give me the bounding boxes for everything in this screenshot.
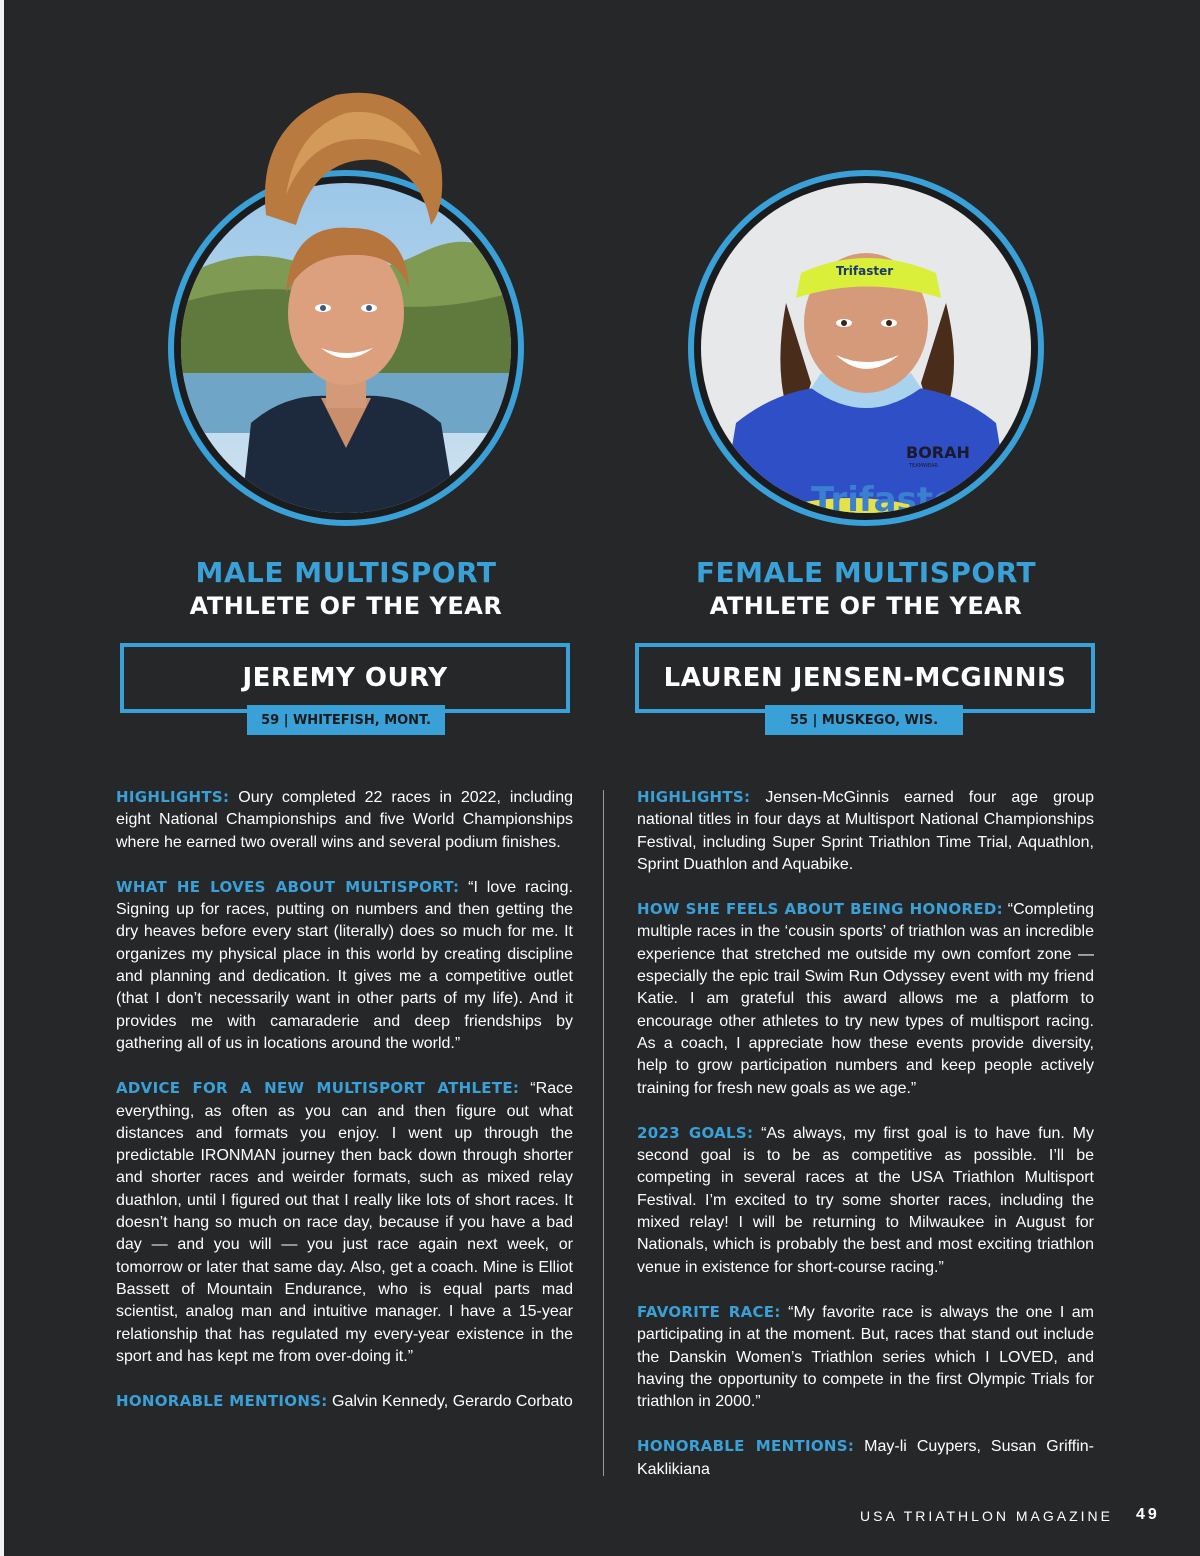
female-section-favorite xyxy=(637,1301,1094,1413)
female-label-favorite: FAVORITE RACE: xyxy=(637,1302,781,1321)
female-body-text xyxy=(637,786,1094,1503)
female-text-highlights: Jensen-McGinnis earned four age group national titles in four days at Multisport National Championships Festival, including Super Sprint Triathlon Time Trial, Aquathlon, Sprint Duathlon and Aquabike. xyxy=(637,789,1094,873)
female-athlete-column xyxy=(606,0,1126,1556)
magazine-name: USA TRIATHLON MAGAZINE xyxy=(860,1508,1113,1524)
male-athlete-column xyxy=(86,0,606,1556)
female-section-highlights xyxy=(637,786,1094,876)
male-text-advice: “Race everything, as often as you can and then figure out what distances and formats you enjoy. I went up through the predictable IRONMAN journey then back down through shorter and shorter races and weirder formats, such as mixed relay duathlon, until I figured out that I really like lots of short races. It doesn’t hang so much on race day, because if you have a bad day — and you will — you just race again next week, or tomorrow or later that same day. Also, get a coach. Mine is Elliot Bassett of Mountain Endurance, who is equal parts mad scientist, analog man and intuitive manager. I have a 15-year relationship that has regulated my every-year existence in the sport and has kept me from over-doing it.” xyxy=(116,1080,573,1365)
female-name-box xyxy=(635,643,1095,713)
male-body-text xyxy=(116,786,573,1435)
male-section-mentions xyxy=(116,1390,573,1413)
female-award-line2: ATHLETE OF THE YEAR xyxy=(709,592,1023,620)
female-text-honored: “Completing multiple races in the ‘cousin sports’ of triathlon was an incredible experience that stretched me outside my own comfort zone — especially the epic trail Swim Run Odyssey event with my friend Katie. I am grateful this award allows me a platform to encourage other athletes to try new types of multisport racing. As a coach, I appreciate how these events provide diversity, help to grow participation numbers and keep people actively training for fresh new goals as we age.” xyxy=(637,901,1094,1097)
female-age-location-tag: 55 | MUSKEGO, WIS. xyxy=(765,705,963,735)
female-label-goals: 2023 GOALS: xyxy=(637,1123,754,1142)
female-text-mentions: May-li Cuypers, Susan Griffin-Kaklikiana xyxy=(637,1438,1095,1478)
male-hair-overhang xyxy=(226,75,466,275)
male-age-location-tag: 59 | WHITEFISH, MONT. xyxy=(247,705,445,735)
male-award-line2: ATHLETE OF THE YEAR xyxy=(189,592,503,620)
female-label-honored: HOW SHE FEELS ABOUT BEING HONORED: xyxy=(637,900,1003,919)
male-athlete-name: JEREMY OURY xyxy=(242,663,448,693)
male-label-highlights: HIGHLIGHTS: xyxy=(116,788,230,806)
male-text-loves: “I love racing. Signing up for races, putting on numbers and then getting the dry heaves before every start (literally) does so much for me. It organizes my physical place in this world by creating discipline and planning and dedication. It gives me a competitive outlet (that I don’t necessarily want in other parts of my life). And it provides me with camaraderie and deep friendships by gathering all of us in locations around the world.” xyxy=(116,878,573,1052)
male-text-mentions: Galvin Kennedy, Gerardo Corbato xyxy=(327,1393,573,1411)
shirt-sub-text: TEAMWEAR xyxy=(909,463,938,469)
female-section-mentions xyxy=(637,1435,1094,1481)
female-award-line1: FEMALE MULTISPORT xyxy=(695,556,1037,589)
female-section-honored xyxy=(637,898,1094,1100)
male-name-box xyxy=(120,643,570,713)
column-divider xyxy=(603,790,604,1476)
male-section-highlights xyxy=(116,786,573,854)
shirt-logo-text: BORAH xyxy=(906,443,970,462)
visor-logo-text: Trifaster xyxy=(836,264,894,278)
female-text-favorite: “My favorite race is always the one I am participating in at the moment. But, races that stand out include the Danskin Women’s Triathlon series which I LOVED, and having the opportunity to compete in the first Olympic Trials for triathlon in 2000.” xyxy=(637,1303,1094,1411)
male-section-loves xyxy=(116,876,573,1055)
male-label-advice: ADVICE FOR A NEW MULTISPORT ATHLETE: xyxy=(116,1079,520,1098)
male-section-advice xyxy=(116,1077,573,1368)
female-label-highlights: HIGHLIGHTS: xyxy=(637,788,751,806)
male-label-loves: WHAT HE LOVES ABOUT MULTISPORT: xyxy=(116,877,460,896)
female-portrait xyxy=(688,170,1044,526)
page-number: 49 xyxy=(1136,1506,1160,1523)
female-photo xyxy=(701,183,1031,513)
female-athlete-name: LAUREN JENSEN-MCGINNIS xyxy=(663,663,1067,693)
page-edge xyxy=(0,0,4,1556)
page-footer xyxy=(860,1508,1160,1528)
shirt-print-text: Trifaster xyxy=(811,480,973,513)
male-label-mentions: HONORABLE MENTIONS: xyxy=(116,1392,328,1411)
female-section-goals xyxy=(637,1122,1094,1279)
male-text-highlights: Oury completed 22 races in 2022, including eight National Championships and five World Championships where he earned two overall wins and several podium finishes. xyxy=(116,789,573,851)
male-award-line1: MALE MULTISPORT xyxy=(195,556,497,589)
female-text-goals: “As always, my first goal is to have fun. My second goal is to be as competitive as possible. I’ll be competing in several races at the USA Triathlon Multisport Festival. I’m excited to try some shorter races, including the mixed relay! I will be returning to Milwaukee in August for Nationals, which is probably the best and most exciting triathlon venue in existence for short-course racing.” xyxy=(637,1124,1094,1276)
female-label-mentions: HONORABLE MENTIONS: xyxy=(637,1437,855,1456)
